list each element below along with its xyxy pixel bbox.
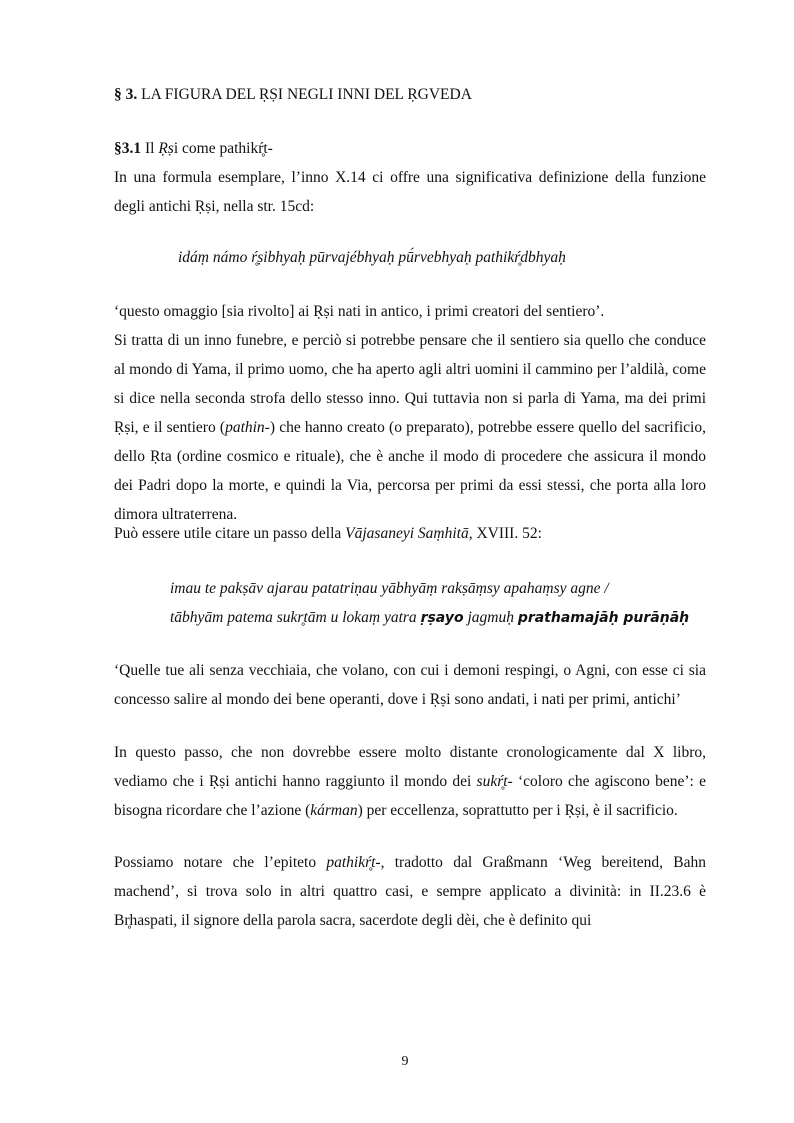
translation-2: ‘Quelle tue ali senza vecchiaia, che volano, con cui i demoni respingi, o Agni, con esse ci sia concesso salire al mondo dei bene operanti, dove i Ṛṣi sono andati, i nati per primi, antichi’ bbox=[114, 662, 706, 708]
verse-line-1: imau te pakṣāv ajarau patatriṇau yābhyāṃ rakṣāṃsy apahaṃsy agne / bbox=[170, 580, 609, 597]
page-number: 9 bbox=[401, 1054, 409, 1069]
verse-quote-2 bbox=[170, 574, 706, 633]
subsection-heading: §3.1 Il Ṛṣi come pathikŕ̥t- bbox=[114, 140, 273, 157]
verse-quote-1: idáṃ námo ŕ̥ṣibhyaḥ pūrvajébhyaḥ pū́rvebhyaḥ pathikŕ̥dbhyaḥ bbox=[178, 249, 566, 266]
section-heading bbox=[114, 80, 706, 109]
section-title: LA FIGURA DEL ṚṢI NEGLI INNI DEL ṚGVEDA bbox=[141, 86, 472, 103]
translation-1: ‘questo omaggio [sia rivolto] ai Ṛṣi nati in antico, i primi creatori del sentiero’. bbox=[114, 303, 605, 320]
paragraph-pathikrt: Possiamo notare che l’epiteto pathikŕ̥t-, tradotto dal Graßmann ‘Weg bereitend, Bahn machend’, si trova solo in altri quattro casi, e sempre applicato a divinità: in II.23.6 è Br̥haspati, il signore della parola sacra, sacerdote degli dèi, che è definito qui bbox=[114, 854, 707, 929]
paragraph-sukrt: In questo passo, che non dovrebbe essere molto distante cronologicamente dal X libro, vediamo che i Ṛṣi antichi hanno raggiunto il mondo dei sukŕ̥t- ‘coloro che agiscono bene’: e bisogna ricordare che l’azione (kárman) per eccellenza, soprattutto per i Ṛṣi, è il sacrificio. bbox=[114, 744, 706, 819]
paragraph-vajasaneyi: Può essere utile citare un passo della Vājasaneyi Saṃhitā, XVIII. 52: bbox=[114, 525, 542, 542]
verse-line-2: tābhyām patema sukr̥tām u lokaṃ yatra ṛṣayo jagmuḥ prathamajāḥ purāṇāḥ bbox=[170, 609, 690, 626]
paragraph-sentiero: Si tratta di un inno funebre, e perciò si potrebbe pensare che il sentiero sia quello che conduce al mondo di Yama, il primo uomo, che ha aperto agli altri uomini il cammino per l’aldilà, come si dice nella seconda strofa dello stesso inno. Qui tuttavia non si parla di Yama, ma dei primi Ṛṣi, e il sentiero (pathin-) che hanno creato (o preparato), potrebbe essere quello del sacrificio, dello Ṛta (ordine cosmico e rituale), che è anche il modo di procedere che assicura il mondo dei Padri dopo la morte, e quindi la Via, percorsa per primi da essi stessi, che porta alla loro dimora ultraterrena. bbox=[114, 332, 706, 523]
subsection-number: §3.1 bbox=[114, 140, 142, 157]
section-number: § 3. bbox=[114, 86, 138, 103]
paragraph-intro: In una formula esemplare, l’inno X.14 ci offre una significativa definizione della funzione degli antichi Ṛṣi, nella str. 15cd: bbox=[114, 169, 706, 215]
